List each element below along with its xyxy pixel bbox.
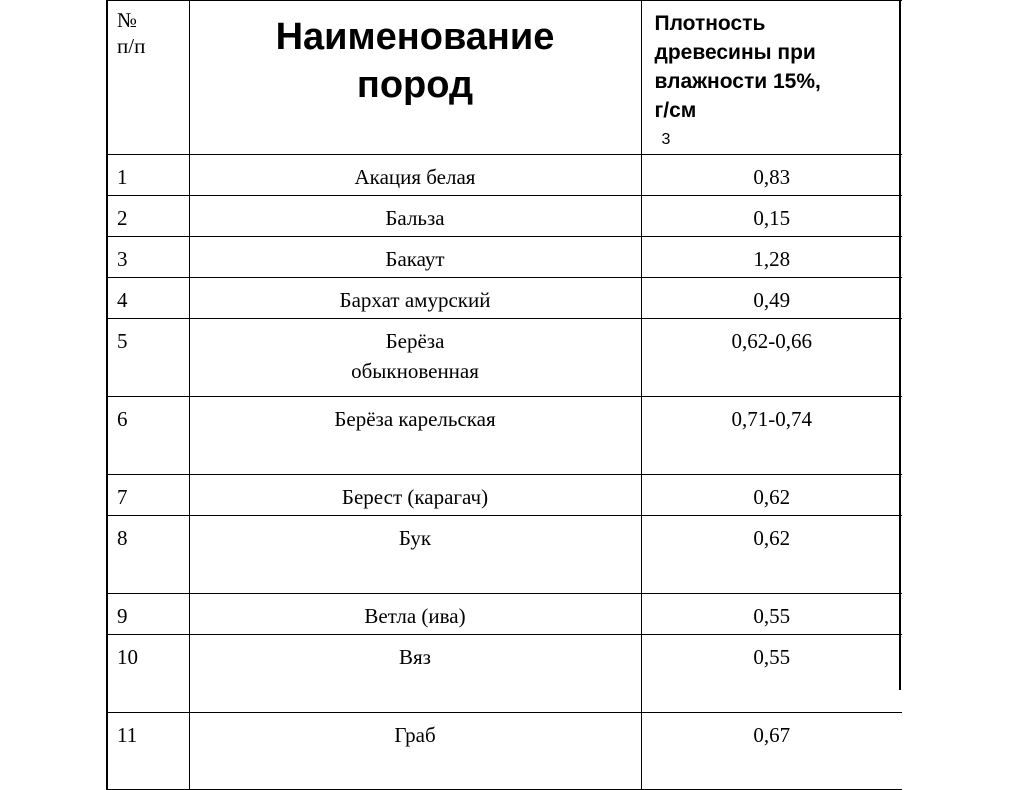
row-species-name: [189, 278, 641, 319]
row-number: 6: [107, 397, 189, 475]
header-number-line: №: [117, 8, 138, 32]
row-number: 8: [107, 516, 189, 594]
species-name-line: обыкновенная: [351, 359, 479, 383]
row-number: 1: [107, 155, 189, 196]
species-name-line: Бальза: [385, 206, 445, 230]
row-species-name: [189, 594, 641, 635]
table-row: [107, 237, 902, 278]
row-density-value: 0,15: [641, 196, 902, 237]
table-row: [107, 319, 902, 397]
header-density-unit-line: [655, 96, 903, 154]
header-name-line: Наименование: [275, 16, 555, 58]
table-header-row: [107, 1, 902, 155]
species-name-line: Вяз: [399, 645, 431, 669]
row-species-name: [189, 319, 641, 397]
row-number: 11: [107, 713, 189, 790]
row-number: 9: [107, 594, 189, 635]
table-right-border: [899, 0, 901, 690]
header-density-unit: г/см: [654, 99, 697, 122]
row-number: 5: [107, 319, 189, 397]
header-number-cell: [107, 1, 189, 155]
species-name-line: Акация белая: [354, 165, 476, 189]
species-name-line: Бук: [398, 526, 432, 550]
row-species-name: [189, 196, 641, 237]
row-density-value: 0,62: [641, 516, 902, 594]
header-density-unit-exponent: 3: [661, 131, 671, 148]
row-number: 2: [107, 196, 189, 237]
species-name-line: Бархат амурский: [339, 288, 491, 312]
row-number: 4: [107, 278, 189, 319]
row-density-value: 0,62-0,66: [641, 319, 902, 397]
row-species-name: [189, 237, 641, 278]
header-density-line: древесины при: [654, 41, 816, 64]
header-density-cell: [641, 1, 902, 155]
table-row: [107, 155, 902, 196]
row-number: 10: [107, 635, 189, 713]
row-species-name: [189, 635, 641, 713]
table-row: [107, 516, 902, 594]
row-species-name: [189, 713, 641, 790]
table-row: [107, 278, 902, 319]
table-row: [107, 713, 902, 790]
table-row: [107, 397, 902, 475]
row-density-value: 0,49: [641, 278, 902, 319]
row-density-value: 1,28: [641, 237, 902, 278]
row-number: 3: [107, 237, 189, 278]
row-density-value: 0,55: [641, 594, 902, 635]
header-name-cell: [189, 1, 641, 155]
species-name-line: Берёза карельская: [334, 407, 496, 431]
header-density-line: Плотность: [654, 12, 766, 35]
row-species-name: [189, 516, 641, 594]
species-name-line: Берёза: [385, 329, 445, 353]
row-density-value: 0,71-0,74: [641, 397, 902, 475]
header-number-line: п/п: [117, 34, 146, 58]
species-name-line: Граб: [394, 723, 436, 747]
header-density-line: влажности 15%,: [654, 70, 821, 93]
row-density-value: 0,83: [641, 155, 902, 196]
table-row: [107, 475, 902, 516]
row-number: 7: [107, 475, 189, 516]
wood-density-table: [106, 0, 902, 790]
row-density-value: 0,55: [641, 635, 902, 713]
header-name-line: пород: [356, 64, 474, 106]
row-species-name: [189, 475, 641, 516]
species-name-line: Ветла (ива): [364, 604, 466, 628]
species-name-line: Берест (карагач): [341, 485, 489, 509]
table-row: [107, 196, 902, 237]
species-name-line: Бакаут: [385, 247, 445, 271]
table-row: [107, 635, 902, 713]
table-row: [107, 594, 902, 635]
row-species-name: [189, 155, 641, 196]
wood-density-table-container: [106, 0, 901, 790]
row-density-value: 0,67: [641, 713, 902, 790]
row-species-name: [189, 397, 641, 475]
row-density-value: 0,62: [641, 475, 902, 516]
